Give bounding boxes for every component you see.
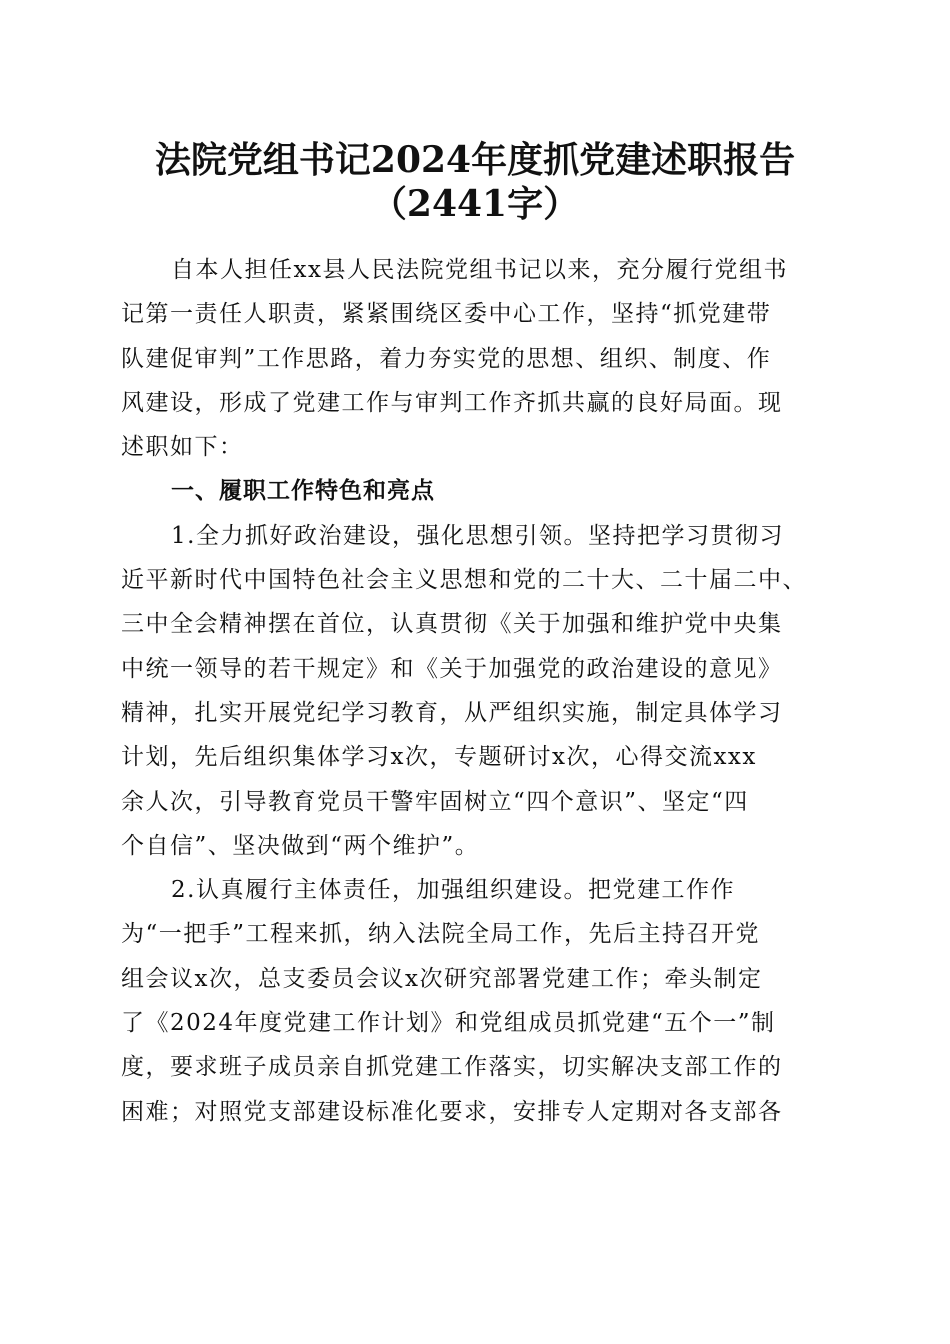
paragraph-line: 为“一把手”工程来抓，纳入法院全局工作，先后主持召开党 [121,921,761,948]
paragraph-line: 队建促审判”工作思路，着力夯实党的思想、组织、制度、作 [121,345,772,372]
paragraph-line: 风建设，形成了党建工作与审判工作齐抓共赢的良好局面。现 [121,389,783,416]
paragraph-line: 自本人担任xx县人民法院党组书记以来，充分履行党组书 [171,257,788,283]
paragraph-line: 记第一责任人职责，紧紧围绕区委中心工作，坚持“抓党建带 [121,301,772,328]
paragraph-line: 近平新时代中国特色社会主义思想和党的二十大、二十届二中、 [121,567,807,594]
paragraph-line: 计划，先后组织集体学习x次，专题研讨x次，心得交流xxx [121,744,757,771]
section-heading: 一、履职工作特色和亮点 [171,478,435,505]
paragraph-line: 述职如下： [121,434,244,461]
paragraph-line: 2.认真履行主体责任，加强组织建设。把党建工作作 [171,877,735,904]
paragraph-line: 个自信”、坚决做到“两个维护”。 [121,832,480,859]
document-body [121,248,831,1134]
paragraph-line: 1.全力抓好政治建设，强化思想引领。坚持把学习贯彻习 [171,522,784,549]
paragraph-line: 度，要求班子成员亲自抓党建工作落实，切实解决支部工作的 [121,1054,783,1081]
paragraph-line: 组会议x次，总支委员会议x次研究部署党建工作；牵头制定 [121,965,763,992]
paragraph-line: 余人次，引导教育党员干警牢固树立“四个意识”、坚定“四 [121,788,749,815]
paragraph-line: 了《2024年度党建工作计划》和党组成员抓党建“五个一”制 [121,1010,776,1037]
paragraph-line: 中统一领导的若干规定》和《关于加强党的政治建设的意见》 [121,655,783,682]
document-title: 法院党组书记2024年度抓党建述职报告 [154,139,796,181]
paragraph-line: 三中全会精神摆在首位，认真贯彻《关于加强和维护党中央集 [121,611,783,638]
paragraph-line: 精神，扎实开展党纪学习教育，从严组织实施，制定具体学习 [121,699,783,726]
document-word-count: （2441字） [370,183,580,225]
paragraph-line: 困难；对照党支部建设标准化要求，安排专人定期对各支部各 [121,1098,783,1125]
